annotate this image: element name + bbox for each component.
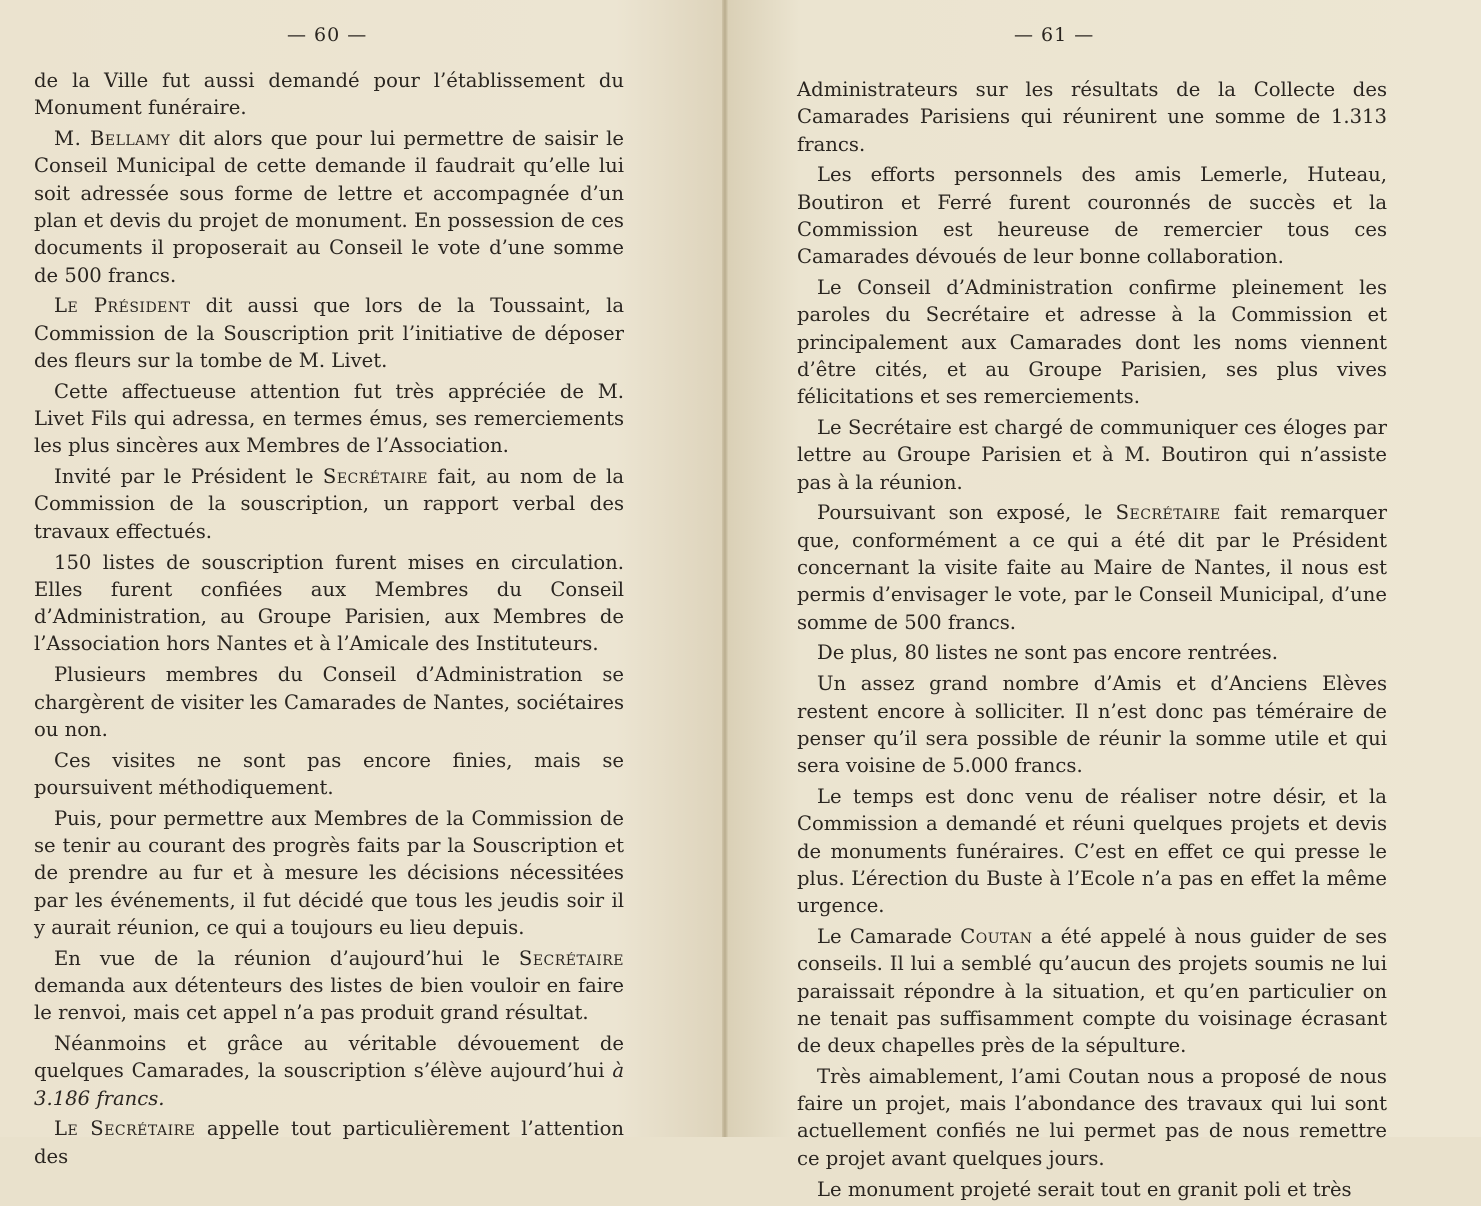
paragraph: Le Conseil d’Administration confirme pleinement les paroles du Secrétaire et adresse à la Commission et principalement aux Camarades dont les noms viennent d’être cités, et au Groupe Parisien, ses plus vives félicitations et ses remerciements. — [797, 276, 1387, 409]
paragraph: En vue de la réunion d’aujourd’hui le Secrétaire demanda aux détenteurs des listes de bien vouloir en faire le renvoi, mais cet appel n’a pas produit grand résultat. — [34, 946, 624, 1025]
paragraph: Administrateurs sur les résultats de la Collecte des Camarades Parisiens qui réunirent une somme de 1.313 francs. — [797, 78, 1387, 156]
paragraph: Le Camarade Coutan a été appelé à nous guider de ses conseils. Il lui a semblé qu’aucun des projets soumis ne lui paraissait répondre à la situation, et qu’en particulier on ne tenait pas suffisamment compte du voisinage écrasant de deux chapelles près de la sépulture. — [797, 924, 1388, 1058]
page-number-left: — 60 — — [287, 24, 368, 46]
right-page — [724, 0, 1481, 1201]
paragraph: Très aimablement, l’ami Coutan nous a proposé de nous faire un projet, mais l’abondance des travaux qui lui sont actuellement confiés ne lui permet pas de nous remettre ce projet avant quelques jours. — [797, 1064, 1387, 1170]
name-secretaire: Secrétaire — [322, 465, 428, 489]
paragraph: Ces visites ne sont pas encore finies, mais se poursuivent méthodiquement. — [34, 748, 624, 799]
paragraph: M. Bellamy dit alors que pour lui permettre de saisir le Conseil Municipal de cette demande il faudrait qu’elle lui soit adressée sous forme de lettre et accompagnée d’un plan et devis du projet de monument. En possession de ces documents il proposerait au Conseil le vote d’une somme de 500 francs. — [34, 127, 624, 287]
paragraph: Le Secrétaire appelle tout particulièrement l’attention des — [34, 1117, 624, 1168]
paragraph: Le monument projeté serait tout en granit poli et très — [817, 1177, 1352, 1201]
name-secretaire: Secrétaire — [518, 946, 624, 970]
paragraph: Puis, pour permettre aux Membres de la Commission de se tenir au courant des progrès faits par la Souscription et de prendre au fur et à mesure les décisions nécessitées par les événements, il fut décidé que tous les jeudis soir il y aurait réunion, ce qui a toujours eu lieu depuis. — [34, 806, 624, 939]
paragraph: De plus, 80 listes ne sont pas encore rentrées. — [817, 641, 1278, 665]
paragraph: Un assez grand nombre d’Amis et d’Anciens Elèves restent encore à solliciter. Il n’est donc pas téméraire de penser qu’il sera possible de réunir la somme utile et qui sera voisine de 5.000 francs. — [797, 672, 1387, 778]
paragraph: Néanmoins et grâce au véritable dévouement de quelques Camarades, la souscription s’élève aujourd’hui à 3.186 francs. — [34, 1032, 624, 1110]
name-secretaire: Secrétaire — [1115, 501, 1221, 525]
paragraph: Invité par le Président le Secrétaire fait, au nom de la Commission de la souscription, un rapport verbal des travaux effectués. — [34, 465, 624, 543]
paragraph: Le temps est donc venu de réaliser notre désir, et la Commission a demandé et réuni quelques projets et devis de monuments funéraires. C’est en effet ce qui presse le plus. L’érection du Buste à l’Ecole n’a pas en effet la même urgence. — [797, 784, 1387, 918]
paragraph: Cette affectueuse attention fut très appréciée de M. Livet Fils qui adressa, en termes émus, ses remerciements les plus sincères aux Membres de l’Association. — [34, 379, 624, 458]
paragraph: Le Président dit aussi que lors de la Toussaint, la Commission de la Souscription prit l’initiative de déposer des fleurs sur la tombe de M. Livet. — [34, 294, 625, 372]
amount-italic: à 3.186 francs. — [34, 1059, 624, 1110]
paragraph: Les efforts personnels des amis Lemerle, Huteau, Boutiron et Ferré furent couronnés de succès et la Commission est heureuse de remercier tous ces Camarades dévoués de leur bonne collaboration. — [797, 163, 1387, 269]
page-number-right: — 61 — — [1014, 24, 1095, 46]
left-page-text — [34, 67, 624, 1174]
paragraph: 150 listes de souscription furent mises en circulation. Elles furent confiées aux Membres du Conseil d’Administration, au Groupe Parisien, aux Membres de l’Association hors Nantes et à l’Amicale des Instituteurs. — [34, 550, 624, 656]
paragraph: Le Secrétaire est chargé de communiquer ces éloges par lettre au Groupe Parisien et à M. Boutiron qui n’assiste pas à la réunion. — [797, 416, 1387, 494]
paragraph: de la Ville fut aussi demandé pour l’établissement du Monument funéraire. — [34, 69, 624, 120]
name-coutan: Coutan — [960, 924, 1033, 948]
right-page-text — [797, 76, 1387, 1206]
name-bellamy: M. Bellamy — [54, 127, 171, 151]
name-le-secretaire: Le Secrétaire — [54, 1117, 196, 1141]
left-page — [0, 0, 724, 1168]
paragraph: Poursuivant son exposé, le Secrétaire fait remarquer que, conformément a ce qui a été dit par le Président concernant la visite faite au Maire de Nantes, il nous est permis d’envisager le vote, par le Conseil Municipal, d’une somme de 500 francs. — [797, 501, 1387, 634]
paragraph: Plusieurs membres du Conseil d’Administration se chargèrent de visiter les Camarades de Nantes, sociétaires ou non. — [34, 663, 624, 741]
book-gutter — [722, 0, 728, 1137]
name-president: Le Président — [54, 294, 191, 318]
